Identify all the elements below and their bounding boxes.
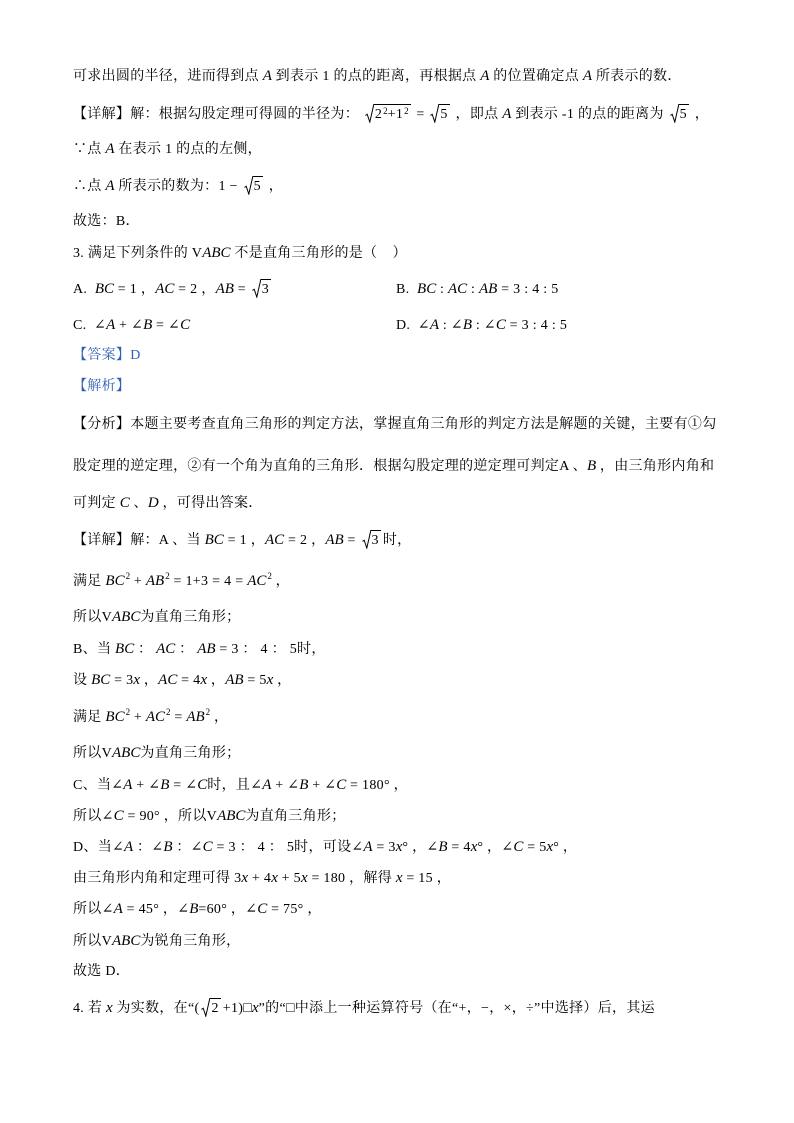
math-variable: x	[395, 839, 403, 855]
text-run: C、当∠	[73, 778, 124, 793]
text-run: = 90° ，所以V	[123, 809, 218, 824]
radical-sign-icon	[365, 104, 374, 123]
highlighted-label: 【答案】D	[73, 348, 141, 363]
math-variable: A	[106, 317, 116, 333]
radical-sign-icon	[670, 104, 679, 123]
radicand	[374, 104, 411, 123]
math-variable: A	[582, 68, 593, 84]
text-run: B、当	[73, 642, 116, 657]
text-run: + 5	[277, 871, 301, 886]
math-variable: D	[147, 495, 159, 511]
math-variable: A	[105, 178, 115, 194]
text-run: =	[170, 710, 187, 725]
text-run: 时，	[382, 533, 412, 548]
radical-sign-icon	[244, 176, 253, 195]
text-run: ° ，	[553, 840, 578, 855]
text-run: ，	[690, 107, 709, 122]
text-run: 2	[211, 1001, 219, 1016]
text-run: :	[467, 282, 479, 297]
text-run: 【详解】解：A 、当	[73, 533, 205, 548]
superscript: 2	[125, 707, 131, 717]
text-run: + ∠	[308, 778, 337, 793]
math-variable: BC	[105, 709, 125, 725]
solution-text-line	[73, 961, 130, 983]
math-variable: AB	[215, 281, 234, 297]
text-run: 的位置确定点	[489, 69, 583, 84]
math-variable: AB	[325, 532, 344, 548]
highlighted-label: 【解析】	[73, 379, 131, 394]
text-run: +	[130, 710, 146, 725]
math-variable: AC	[156, 641, 176, 657]
text-run: 3	[261, 282, 269, 297]
text-run: 4. 若	[73, 1001, 106, 1016]
radical-sign-icon	[252, 279, 261, 298]
solution-text-line	[73, 606, 240, 628]
math-variable: AC	[145, 709, 166, 725]
text-run: 到表示 -1 的点的距离为	[511, 107, 668, 122]
math-variable: x	[133, 672, 141, 688]
math-variable: AB	[197, 641, 216, 657]
radicand	[210, 998, 220, 1017]
text-run: D、当∠	[73, 840, 125, 855]
math-variable: BC	[91, 672, 111, 688]
math-variable: A	[123, 777, 133, 793]
square-root	[365, 104, 411, 123]
analysis-text-line	[73, 455, 714, 477]
text-run: 为锐角三角形，	[140, 934, 241, 949]
math-variable: A	[480, 68, 490, 84]
square-root	[670, 104, 689, 123]
text-run: 为直角三角形；	[140, 746, 241, 761]
text-run: = 75° ，	[267, 902, 322, 917]
radicand	[439, 104, 449, 123]
math-variable: AB	[225, 672, 244, 688]
math-variable: BC	[105, 573, 125, 589]
text-run: 、	[129, 496, 148, 511]
text-run: ，	[264, 179, 283, 194]
math-variable: B	[163, 839, 173, 855]
text-run: + ∠	[115, 318, 144, 333]
math-variable: B	[586, 458, 597, 474]
option-c	[73, 314, 190, 337]
math-variable: x	[200, 672, 208, 688]
answer-label-line	[73, 345, 141, 367]
math-variable: A	[502, 106, 512, 122]
radicand	[253, 176, 263, 195]
solution-text-line	[73, 706, 228, 728]
math-variable: A	[429, 317, 440, 333]
math-variable: C	[336, 777, 347, 793]
math-variable: C	[202, 839, 213, 855]
question-3-stem	[73, 242, 407, 264]
text-run: = 5	[523, 840, 547, 855]
square-root	[252, 279, 271, 298]
math-variable: A	[113, 901, 123, 917]
square-root	[201, 998, 220, 1017]
math-variable: C	[257, 901, 268, 917]
math-variable: B	[160, 777, 170, 793]
text-run: : ∠	[472, 318, 496, 333]
text-run: 满足	[73, 574, 106, 589]
math-variable: A	[262, 777, 272, 793]
math-variable: x	[300, 870, 308, 886]
solution-text-line	[73, 570, 290, 592]
text-run: = ∠	[169, 778, 198, 793]
text-run: 所以∠	[73, 809, 114, 824]
analysis-text-line	[73, 492, 263, 514]
text-run: 2	[374, 107, 383, 122]
text-run: = 3	[110, 673, 134, 688]
text-run: 可判定	[73, 496, 120, 511]
superscript: 2	[166, 707, 171, 717]
text-run: 故选：B．	[73, 214, 140, 229]
math-variable: B	[189, 901, 199, 917]
text-run: C. ∠	[73, 318, 107, 333]
math-variable: x	[241, 870, 249, 886]
text-run: = 180° ，	[346, 778, 408, 793]
radical-sign-icon	[201, 998, 210, 1017]
text-run: = 1 ，	[113, 282, 156, 297]
text-run: 所以∠	[73, 902, 114, 917]
text-run: ，由三角形内角和	[596, 459, 715, 474]
solution-text-line	[73, 103, 709, 125]
math-variable: A	[363, 839, 373, 855]
text-run: 所以V	[73, 610, 113, 625]
radical-sign-icon	[362, 530, 371, 549]
text-run: 满足	[73, 710, 106, 725]
square-root	[362, 530, 381, 549]
option-d	[396, 314, 567, 337]
text-run: = ∠	[152, 318, 181, 333]
solution-text-line	[73, 638, 326, 660]
solution-text-line	[73, 175, 283, 197]
text-run: ：	[134, 642, 157, 657]
math-variable: x	[266, 672, 274, 688]
solution-text-line	[73, 805, 346, 827]
superscript: 2	[205, 707, 211, 717]
text-run: B.	[396, 282, 418, 297]
math-variable: ABC	[112, 933, 141, 949]
text-run: ，	[273, 673, 292, 688]
text-run: 3. 满足下列条件的 V	[73, 246, 203, 261]
math-variable: ABC	[202, 245, 231, 261]
math-variable: AB	[145, 573, 165, 589]
text-run: = 15 ，	[402, 871, 452, 886]
math-variable: AC	[448, 281, 468, 297]
math-variable: x	[251, 1000, 259, 1016]
math-variable: C	[119, 495, 130, 511]
text-run: +1)□	[222, 1001, 252, 1016]
text-run: = 180 ，解得	[307, 871, 396, 886]
math-variable: B	[462, 317, 473, 333]
solution-text-line	[73, 669, 291, 691]
superscript: 2	[125, 571, 131, 581]
text-run: = 3 : 4 : 5	[505, 318, 568, 333]
math-variable: BC	[417, 281, 437, 297]
text-run: ，即点	[451, 107, 503, 122]
text-run: 为直角三角形；	[140, 610, 241, 625]
text-run: 在表示 1 的点的左侧，	[114, 142, 262, 157]
text-run: 股定理的逆定理，②有一个角为直角的三角形．根据勾股定理的逆定理可判定A 、	[73, 459, 587, 474]
text-run: +1	[387, 107, 404, 122]
math-variable: x	[546, 839, 554, 855]
option-b	[396, 278, 559, 301]
analysis-text-line	[73, 414, 717, 436]
superscript: 2	[267, 571, 272, 581]
text-run: ∴点	[73, 179, 106, 194]
math-variable: AC	[155, 281, 175, 297]
radicand	[261, 279, 271, 298]
math-variable: AB	[478, 281, 498, 297]
text-run: ”的“□中添上一种运算符号（在“+，−，×，÷”中选择）后，其运	[258, 1001, 655, 1016]
math-variable: BC	[94, 281, 114, 297]
solution-text-line	[73, 867, 451, 889]
analysis-heading	[73, 376, 130, 398]
text-run: =	[412, 107, 429, 122]
question-4-stem	[73, 997, 655, 1019]
solution-text-line	[73, 836, 577, 858]
math-variable: B	[143, 317, 153, 333]
text-run: : ∠	[439, 318, 463, 333]
text-run: + 4	[248, 871, 272, 886]
math-variable: BC	[204, 532, 224, 548]
text-run: ：∠	[172, 840, 203, 855]
math-variable: BC	[115, 641, 135, 657]
square-root	[430, 104, 449, 123]
text-run: ：	[175, 642, 198, 657]
text-run: 时，且∠	[207, 778, 263, 793]
math-variable: A	[124, 839, 134, 855]
text-run: 由三角形内角和定理可得 3	[73, 871, 242, 886]
math-variable: x	[470, 839, 478, 855]
text-run: ，	[140, 673, 159, 688]
text-run: = 2 ，	[174, 282, 216, 297]
math-variable: AB	[186, 709, 205, 725]
text-run: 5	[679, 107, 687, 122]
solution-text-line	[73, 898, 322, 920]
math-variable: x	[271, 870, 278, 886]
text-run: ，	[207, 673, 226, 688]
text-run: 3	[371, 533, 379, 548]
solution-text-line	[73, 774, 408, 796]
text-run: ° ，∠	[402, 840, 439, 855]
math-variable: C	[495, 317, 506, 333]
radical-sign-icon	[430, 104, 439, 123]
solution-text-line	[73, 211, 140, 233]
math-variable: x	[395, 870, 403, 886]
text-run: 所表示的数．	[592, 69, 682, 84]
text-run: 为实数，在“(	[112, 1001, 200, 1016]
solution-text-line	[73, 65, 682, 87]
text-run: ，可得出答案．	[158, 496, 263, 511]
option-a	[73, 278, 273, 301]
text-run: 5	[440, 107, 448, 122]
math-variable: B	[438, 839, 448, 855]
text-run: = 45° ，∠	[122, 902, 190, 917]
math-variable: A	[262, 68, 272, 84]
text-run: =60° ，∠	[198, 902, 258, 917]
text-run: = 4	[447, 840, 471, 855]
text-run: 到表示 1 的点的距离，再根据点	[271, 69, 481, 84]
text-run: = 3 ： 4 ： 5时，可设∠	[212, 840, 364, 855]
text-run: 【分析】本题主要考查直角三角形的判定方法，掌握直角三角形的判定方法是解题的关键，主要有①勾	[73, 417, 717, 432]
text-run: = 2 ，	[284, 533, 326, 548]
text-run: 5	[253, 179, 261, 194]
text-run: 不是直角三角形的是（ ）	[230, 246, 407, 261]
text-run: ∵点	[73, 142, 106, 157]
text-run: 为直角三角形；	[245, 809, 346, 824]
math-variable: ABC	[217, 808, 246, 824]
radicand	[679, 104, 689, 123]
text-run: A.	[73, 282, 95, 297]
text-run: ° ，∠	[477, 840, 514, 855]
square-root	[244, 176, 263, 195]
superscript: 2	[404, 106, 409, 116]
text-run: 所以V	[73, 934, 113, 949]
text-run: + ∠	[271, 778, 300, 793]
text-run: = 1 ，	[223, 533, 266, 548]
text-run: D. ∠	[396, 318, 430, 333]
math-variable: ABC	[112, 745, 141, 761]
text-run: 所以V	[73, 746, 113, 761]
text-run: 故选 D．	[73, 964, 131, 979]
text-run: +	[130, 574, 146, 589]
math-variable: x	[106, 1000, 113, 1016]
text-run: = 3	[372, 840, 396, 855]
math-variable: C	[113, 808, 124, 824]
text-run: ，	[271, 574, 290, 589]
text-run: 所表示的数为：1 −	[114, 179, 242, 194]
math-variable: ABC	[112, 609, 141, 625]
math-variable: A	[105, 141, 115, 157]
math-variable: AC	[265, 532, 285, 548]
solution-text-line	[73, 742, 240, 764]
math-variable: C	[513, 839, 524, 855]
text-run: =	[343, 533, 360, 548]
text-run: + ∠	[132, 778, 161, 793]
text-run: ：∠	[133, 840, 164, 855]
text-run: = 3 ： 4 ： 5时，	[215, 642, 326, 657]
text-run: 【详解】解：根据勾股定理可得圆的半径为：	[73, 107, 363, 122]
text-run: ，	[210, 710, 229, 725]
text-run: :	[436, 282, 449, 297]
text-run: 设	[73, 673, 92, 688]
math-variable: C	[180, 317, 191, 333]
math-variable: B	[299, 777, 309, 793]
solution-text-line	[73, 138, 262, 160]
text-run: = 5	[243, 673, 267, 688]
text-run: = 3 : 4 : 5	[497, 282, 559, 297]
text-run: = 1+3 = 4 =	[169, 574, 248, 589]
superscript: 2	[383, 106, 388, 116]
math-variable: C	[197, 777, 208, 793]
solution-text-line	[73, 930, 240, 952]
radicand	[371, 530, 381, 549]
math-variable: AC	[247, 573, 267, 589]
text-run: =	[233, 282, 250, 297]
text-run: 可求出圆的半径，进而得到点	[73, 69, 263, 84]
math-variable: AC	[158, 672, 178, 688]
text-run: = 4	[177, 673, 201, 688]
superscript: 2	[165, 571, 170, 581]
solution-text-line	[73, 529, 411, 551]
